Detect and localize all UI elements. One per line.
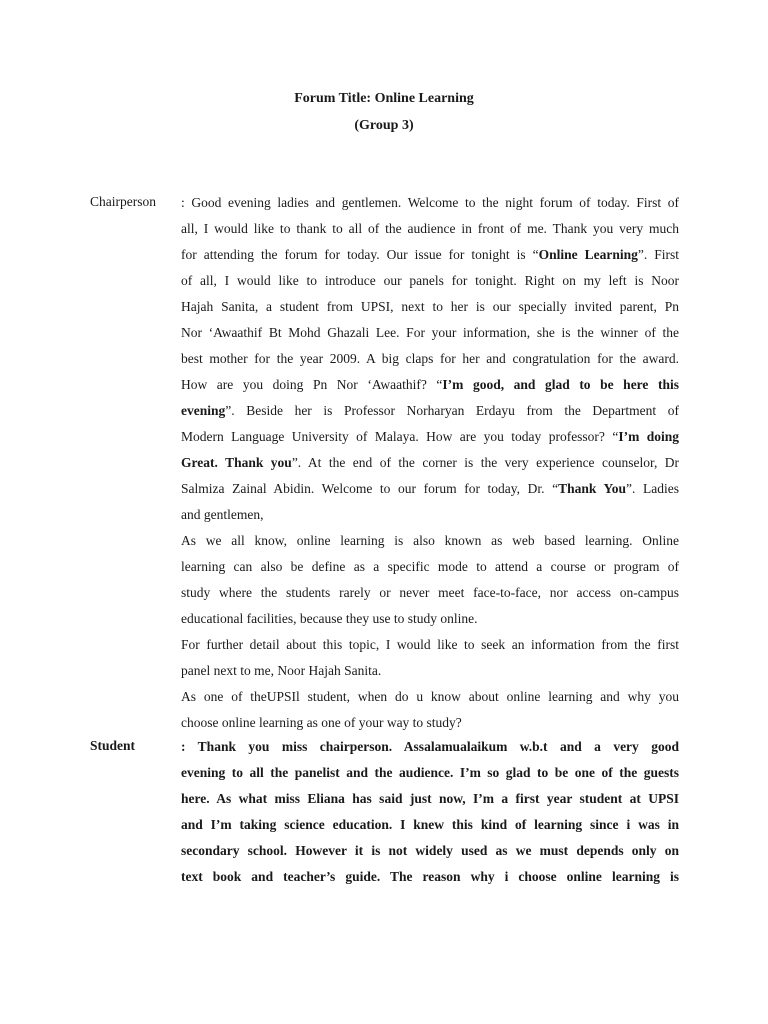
- speech-line: choose online learning as one of your way to study?: [181, 715, 462, 730]
- speech-line: Hajah Sanita, a student from UPSI, next to her is our specially invited parent, Pn: [181, 299, 679, 314]
- speech-line: and I’m taking science education. I knew this kind of learning since i was in: [181, 817, 679, 832]
- student-speech: [181, 734, 679, 890]
- speech-line: Salmiza Zainal Abidin. Welcome to our forum for today, Dr. “Thank You”. Ladies: [181, 481, 679, 496]
- speech-line: secondary school. However it is not widely used as we must depends only on: [181, 843, 679, 858]
- speech-line: : Good evening ladies and gentlemen. Welcome to the night forum of today. First of: [181, 195, 679, 210]
- forum-title: Forum Title: Online Learning: [294, 91, 474, 106]
- speech-line: all, I would like to thank to all of the audience in front of me. Thank you very much: [181, 221, 679, 236]
- speech-line: here. As what miss Eliana has said just now, I’m a first year student at UPSI: [181, 791, 679, 806]
- speaker-chairperson: Chairperson: [90, 194, 156, 209]
- speech-line: How are you doing Pn Nor ‘Awaathif? “I’m good, and glad to be here this: [181, 377, 679, 392]
- speech-line: Nor ‘Awaathif Bt Mohd Ghazali Lee. For your information, she is the winner of the: [181, 325, 679, 340]
- speech-line: text book and teacher’s guide. The reason why i choose online learning is: [181, 869, 679, 884]
- speech-line: educational facilities, because they use to study online.: [181, 611, 478, 626]
- speech-line: As we all know, online learning is also known as web based learning. Online: [181, 533, 679, 548]
- chairperson-speech: [181, 190, 679, 736]
- speech-line: best mother for the year 2009. A big claps for her and congratulation for the award.: [181, 351, 679, 366]
- speech-line: As one of theUPSIl student, when do u know about online learning and why you: [181, 689, 679, 704]
- speech-line: evening”. Beside her is Professor Norharyan Erdayu from the Department of: [181, 403, 679, 418]
- speech-line: of all, I would like to introduce our panels for tonight. Right on my left is Noor: [181, 273, 679, 288]
- speech-line: learning can also be define as a specific mode to attend a course or program of: [181, 559, 679, 574]
- speech-line: study where the students rarely or never meet face-to-face, nor access on-campus: [181, 585, 679, 600]
- speech-line: evening to all the panelist and the audience. I’m so glad to be one of the guests: [181, 765, 679, 780]
- speech-line: Great. Thank you”. At the end of the corner is the very experience counselor, Dr: [181, 455, 680, 470]
- speech-line: : Thank you miss chairperson. Assalamualaikum w.b.t and a very good: [181, 739, 679, 754]
- speech-line: and gentlemen,: [181, 507, 264, 522]
- group-label: (Group 3): [354, 118, 414, 133]
- speaker-student: Student: [90, 738, 136, 753]
- speech-line: panel next to me, Noor Hajah Sanita.: [181, 663, 382, 678]
- speech-line: For further detail about this topic, I would like to seek an information from the first: [181, 637, 679, 652]
- speech-line: Modern Language University of Malaya. How are you today professor? “I’m doing: [181, 429, 679, 444]
- speech-line: for attending the forum for today. Our issue for tonight is “Online Learning”. First: [181, 247, 679, 262]
